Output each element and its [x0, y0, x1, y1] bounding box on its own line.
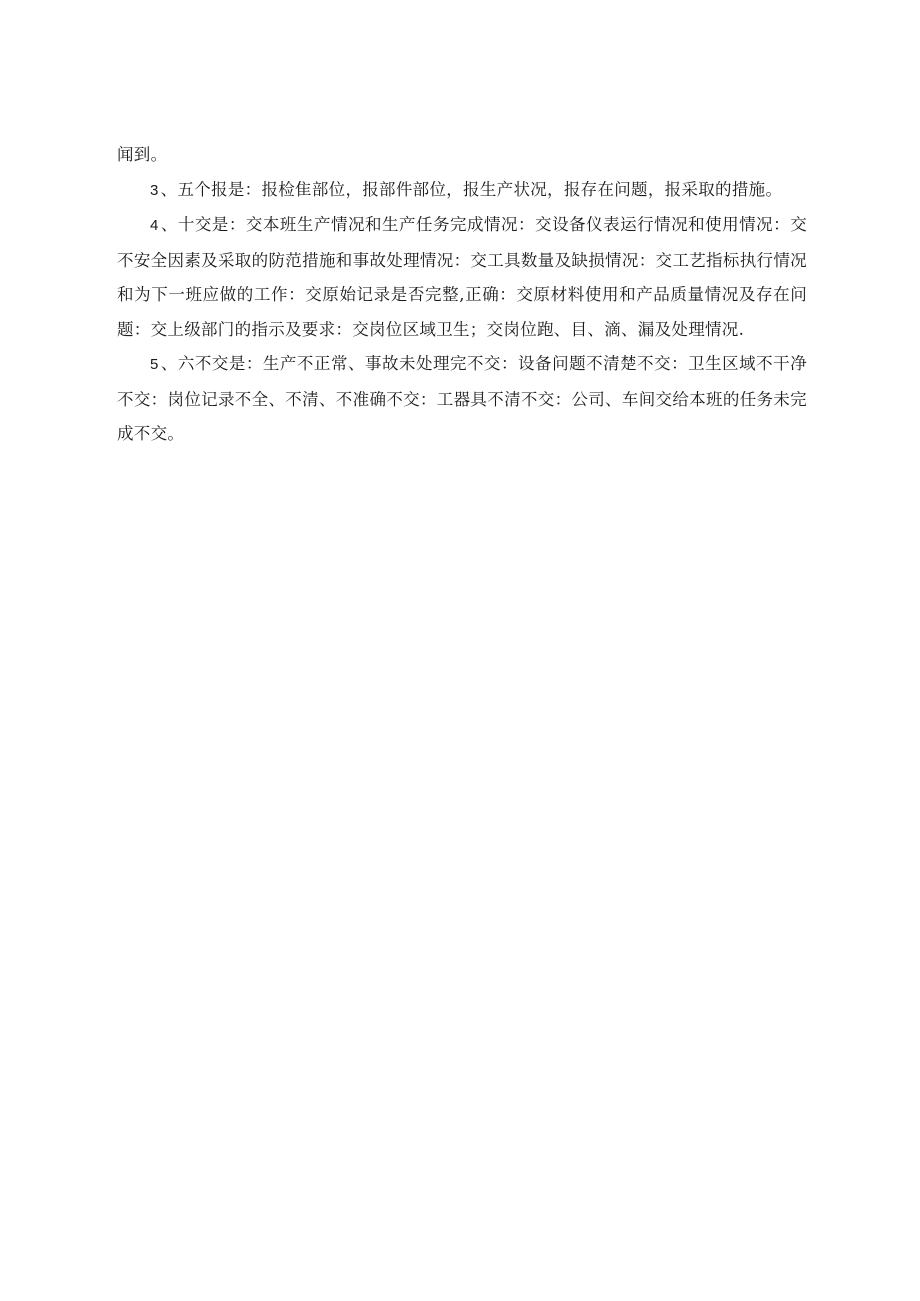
paragraph-item-3 [117, 173, 807, 209]
paragraph-continuation [117, 138, 807, 173]
paragraph-text: 闻到。 [117, 145, 168, 164]
paragraph-text: 、五个报是：报检隹部位，报部件部位，报生产状况，报存在问题，报采取的措施。 [160, 179, 783, 199]
paragraph-text: 、六不交是：生产不正常、事故未处理完不交：设备问题不清楚不交：卫生区域不干净不交：岗位记录不全、不清、不准确不交：工器具不清不交：公司、车间交给本班的任务未完成不交。 [117, 354, 807, 443]
paragraph-item-5 [117, 347, 807, 452]
paragraph-number: 3 [150, 181, 159, 199]
paragraph-number: 4 [150, 217, 159, 234]
paragraph-text: 、十交是：交本班生产情况和生产任务完成情况：交设备仪表运行情况和使用情况：交不安全因素及采取的防范措施和事故处理情况：交工具数量及缺损情况：交工艺指标执行情况和为下一班应做的工作：交原始记录是否完整,正确：交原材料使用和产品质量情况及存在问题：交上级部门的指示及要求：交岗位区域卫生；交岗位跑、目、滴、漏及处理情况. [117, 215, 807, 339]
paragraph-number: 5 [150, 356, 159, 373]
document-body [117, 138, 807, 452]
paragraph-item-4 [117, 208, 807, 347]
